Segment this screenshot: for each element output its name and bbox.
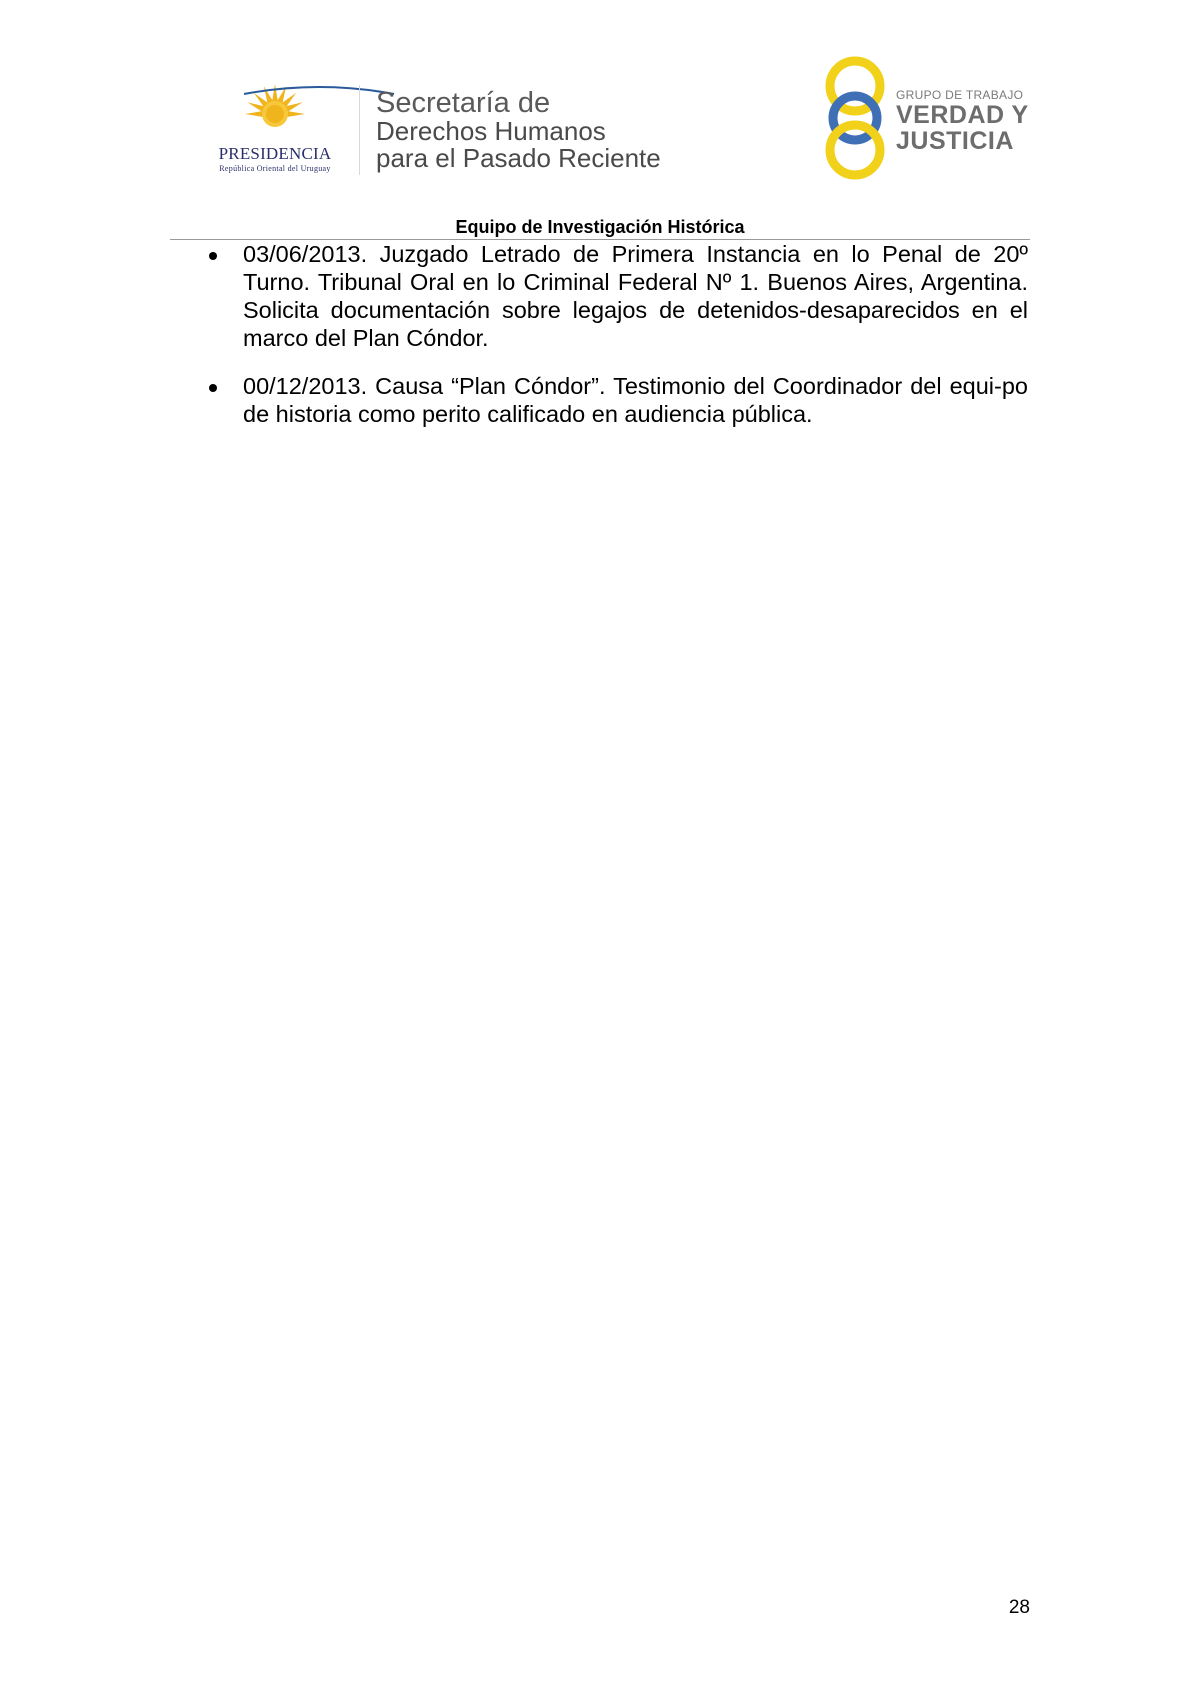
secretaria-line-3: para el Pasado Reciente [376,143,661,173]
bullet-icon [209,252,217,260]
secretaria-line-1: Secretaría de [376,87,551,119]
verdad-justicia-logo [820,56,1030,180]
grupo-de-trabajo-label: GRUPO DE TRABAJO [896,88,1024,102]
logo-divider [359,85,360,175]
justicia-label: JUSTICIA [896,127,1014,155]
page-number: 28 [1008,1597,1030,1618]
presidencia-logo [196,82,354,176]
verdad-label: VERDAD Y [896,101,1029,129]
list-item-text: 03/06/2013. Juzgado Letrado de Primera Instancia en lo Penal de 20º Turno. Tribunal Oral en lo Criminal Federal Nº 1. Buenos Aires, Argentina. Solicita documentación sobre legajos de detenidos-desaparecidos en el marco del Plan Cóndor. [243,241,1028,351]
list-item [205,240,1028,352]
secretaria-title [376,88,661,172]
presidencia-subtitle: República Oriental del Uruguay [219,164,331,173]
linked-rings-icon [820,56,890,180]
bullet-icon [209,384,217,392]
bullet-list [205,240,1028,448]
presidencia-name: PRESIDENCIA [218,144,332,163]
list-item [205,372,1028,428]
secretaria-line-2: Derechos Humanos [376,116,606,146]
header-caption: Equipo de Investigación Histórica [455,217,745,237]
list-item-text: 00/12/2013. Causa “Plan Cóndor”. Testimonio del Coordinador del equi-po de historia como perito calificado en audiencia pública. [243,373,1028,427]
arc-icon [240,82,398,96]
verdad-justicia-text [896,88,1029,154]
